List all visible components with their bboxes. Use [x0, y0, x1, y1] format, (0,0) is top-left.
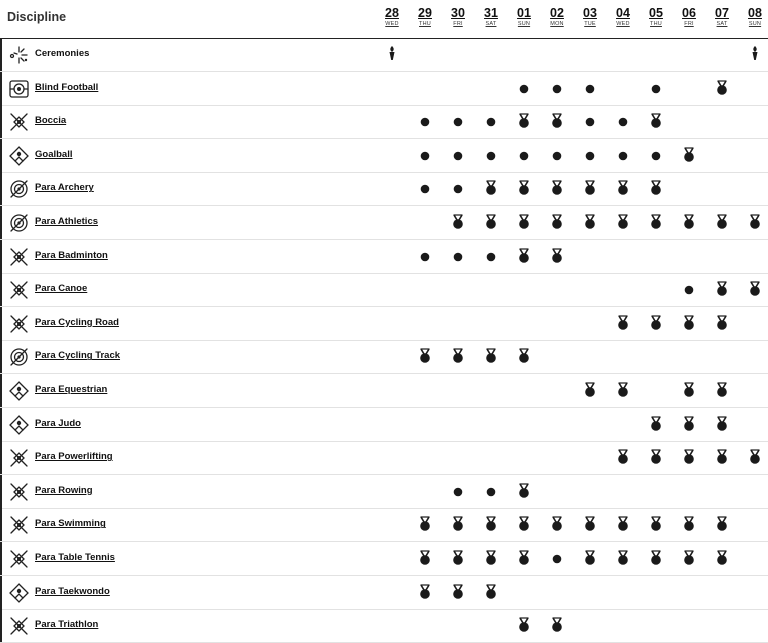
row-accent-bar — [0, 508, 2, 541]
medal-event-icon — [679, 139, 699, 172]
discipline-name[interactable]: Para Triathlon — [35, 619, 99, 631]
medal-event-icon — [679, 408, 699, 441]
day-number: 07 — [715, 6, 729, 20]
day-header-05[interactable] — [644, 6, 668, 28]
day-number: 06 — [682, 6, 696, 20]
medal-event-icon — [415, 340, 435, 373]
row-accent-bar — [0, 240, 2, 273]
day-weekday: WED — [616, 21, 630, 27]
event-day-dot — [481, 475, 501, 508]
day-weekday: SAT — [716, 21, 728, 27]
discipline-name[interactable]: Para Powerlifting — [35, 451, 113, 463]
medal-event-icon — [481, 576, 501, 609]
day-number: 08 — [748, 6, 762, 20]
day-weekday: FRI — [684, 21, 694, 27]
para-swimming-icon — [8, 514, 30, 536]
discipline-row-para-cycling-road — [0, 307, 768, 341]
discipline-name[interactable]: Para Rowing — [35, 484, 93, 496]
medal-event-icon — [646, 307, 666, 340]
discipline-name[interactable]: Blind Football — [35, 81, 99, 93]
medal-event-icon — [712, 408, 732, 441]
discipline-row-blind-football — [0, 72, 768, 106]
discipline-name[interactable]: Para Canoe — [35, 283, 88, 295]
para-powerlifting-icon — [8, 447, 30, 469]
medal-event-icon — [448, 576, 468, 609]
day-header-03[interactable] — [578, 6, 602, 28]
medal-event-icon — [481, 340, 501, 373]
row-accent-bar — [0, 172, 2, 205]
day-weekday: TUE — [584, 21, 596, 27]
row-accent-bar — [0, 206, 2, 239]
discipline-name[interactable]: Boccia — [35, 115, 67, 127]
medal-event-icon — [646, 408, 666, 441]
day-number: 29 — [418, 6, 432, 20]
discipline-row-para-taekwondo — [0, 576, 768, 610]
medal-event-icon — [580, 206, 600, 239]
medal-event-icon — [712, 206, 732, 239]
day-header-07[interactable] — [710, 6, 734, 28]
medal-event-icon — [481, 542, 501, 575]
medal-event-icon — [646, 105, 666, 138]
discipline-name[interactable]: Para Judo — [35, 417, 81, 429]
day-header-04[interactable] — [611, 6, 635, 28]
goalball-icon — [8, 145, 30, 167]
day-header-01[interactable] — [512, 6, 536, 28]
para-equestrian-icon — [8, 380, 30, 402]
row-accent-bar — [0, 340, 2, 373]
medal-event-icon — [646, 508, 666, 541]
row-accent-bar — [0, 475, 2, 508]
para-rowing-icon — [8, 481, 30, 503]
para-archery-icon — [8, 178, 30, 200]
medal-event-icon — [646, 441, 666, 474]
medal-event-icon — [712, 72, 732, 105]
ceremonies-icon — [8, 44, 30, 66]
torch-icon — [745, 38, 765, 71]
row-accent-bar — [0, 374, 2, 407]
day-number: 28 — [385, 6, 399, 20]
event-day-dot — [613, 105, 633, 138]
medal-event-icon — [679, 441, 699, 474]
day-header-06[interactable] — [677, 6, 701, 28]
medal-event-icon — [547, 172, 567, 205]
para-taekwondo-icon — [8, 582, 30, 604]
row-accent-bar — [0, 139, 2, 172]
row-accent-bar — [0, 408, 2, 441]
event-day-dot — [448, 240, 468, 273]
day-weekday: MON — [550, 21, 564, 27]
medal-event-icon — [481, 172, 501, 205]
discipline-name[interactable]: Para Taekwondo — [35, 585, 110, 597]
event-day-dot — [448, 105, 468, 138]
medal-event-icon — [745, 206, 765, 239]
event-day-dot — [481, 240, 501, 273]
medal-event-icon — [580, 508, 600, 541]
medal-event-icon — [613, 542, 633, 575]
medal-event-icon — [415, 576, 435, 609]
medal-event-icon — [514, 240, 534, 273]
event-day-dot — [415, 240, 435, 273]
row-accent-bar — [0, 609, 2, 642]
day-header-29[interactable] — [413, 6, 437, 28]
para-cycling-road-icon — [8, 313, 30, 335]
day-weekday: SUN — [517, 21, 531, 27]
day-header-28[interactable] — [380, 6, 404, 28]
discipline-name: Ceremonies — [35, 48, 90, 59]
event-day-dot — [448, 139, 468, 172]
day-number: 02 — [550, 6, 564, 20]
medal-event-icon — [613, 172, 633, 205]
event-day-dot — [415, 105, 435, 138]
medal-event-icon — [712, 307, 732, 340]
para-athletics-icon — [8, 212, 30, 234]
day-number: 05 — [649, 6, 663, 20]
discipline-name[interactable]: Para Equestrian — [35, 384, 108, 395]
discipline-row-boccia — [0, 105, 768, 139]
day-weekday: THU — [650, 21, 662, 27]
medal-event-icon — [580, 542, 600, 575]
day-header-31[interactable] — [479, 6, 503, 28]
discipline-name[interactable]: Goalball — [35, 148, 73, 160]
medal-event-icon — [415, 542, 435, 575]
medal-event-icon — [514, 206, 534, 239]
medal-event-icon — [514, 508, 534, 541]
day-number: 31 — [484, 6, 498, 20]
discipline-row-para-powerlifting — [0, 441, 768, 475]
event-day-dot — [481, 139, 501, 172]
medal-event-icon — [613, 441, 633, 474]
discipline-name[interactable]: Para Swimming — [35, 518, 106, 530]
event-day-dot — [415, 172, 435, 205]
day-number: 30 — [451, 6, 465, 20]
event-day-dot — [481, 105, 501, 138]
medal-event-icon — [679, 307, 699, 340]
event-day-dot — [580, 105, 600, 138]
medal-event-icon — [514, 172, 534, 205]
medal-event-icon — [514, 609, 534, 642]
day-number: 03 — [583, 6, 597, 20]
day-weekday: THU — [419, 21, 431, 27]
discipline-row-para-triathlon — [0, 609, 768, 643]
medal-event-icon — [613, 508, 633, 541]
event-day-dot — [580, 72, 600, 105]
row-accent-bar — [0, 307, 2, 340]
medal-event-icon — [580, 374, 600, 407]
medal-event-icon — [613, 307, 633, 340]
discipline-row-para-athletics — [0, 206, 768, 240]
discipline-column-header: Discipline — [7, 10, 67, 24]
discipline-name[interactable]: Para Cycling Track — [35, 350, 121, 362]
discipline-row-para-equestrian — [0, 374, 768, 408]
day-weekday: WED — [385, 21, 399, 27]
medal-event-icon — [547, 206, 567, 239]
medal-event-icon — [646, 542, 666, 575]
row-accent-bar — [0, 72, 2, 105]
discipline-name[interactable]: Para Archery — [35, 182, 94, 194]
event-day-dot — [646, 139, 666, 172]
discipline-row-para-swimming — [0, 508, 768, 542]
medal-event-icon — [712, 273, 732, 306]
medal-event-icon — [448, 340, 468, 373]
medal-event-icon — [415, 508, 435, 541]
medal-event-icon — [481, 206, 501, 239]
medal-event-icon — [712, 508, 732, 541]
discipline-row-para-rowing — [0, 475, 768, 509]
discipline-row-ceremonies — [0, 38, 768, 72]
medal-event-icon — [745, 441, 765, 474]
para-cycling-track-icon — [8, 346, 30, 368]
torch-icon — [382, 38, 402, 71]
event-day-dot — [679, 273, 699, 306]
para-judo-icon — [8, 414, 30, 436]
medal-event-icon — [712, 542, 732, 575]
event-day-dot — [547, 542, 567, 575]
medal-event-icon — [448, 206, 468, 239]
row-accent-bar — [0, 576, 2, 609]
discipline-name[interactable]: Para Table Tennis — [35, 552, 115, 563]
medal-event-icon — [679, 508, 699, 541]
discipline-row-para-badminton — [0, 240, 768, 274]
event-day-dot — [448, 172, 468, 205]
row-accent-bar — [0, 38, 2, 71]
medal-event-icon — [547, 508, 567, 541]
row-accent-bar — [0, 273, 2, 306]
medal-event-icon — [448, 542, 468, 575]
medal-event-icon — [547, 240, 567, 273]
medal-event-icon — [481, 508, 501, 541]
schedule-header — [0, 0, 768, 39]
medal-event-icon — [514, 475, 534, 508]
medal-event-icon — [712, 441, 732, 474]
discipline-name[interactable]: Para Athletics — [35, 216, 99, 227]
blind-football-icon — [8, 78, 30, 100]
medal-event-icon — [613, 206, 633, 239]
discipline-row-para-archery — [0, 172, 768, 206]
medal-event-icon — [514, 542, 534, 575]
day-weekday: SAT — [485, 21, 497, 27]
event-day-dot — [448, 475, 468, 508]
day-header-08[interactable] — [743, 6, 767, 28]
discipline-name[interactable]: Para Cycling Road — [35, 316, 119, 328]
event-day-dot — [547, 139, 567, 172]
row-accent-bar — [0, 441, 2, 474]
day-number: 04 — [616, 6, 630, 20]
medal-event-icon — [679, 206, 699, 239]
medal-event-icon — [448, 508, 468, 541]
para-table-tennis-icon — [8, 548, 30, 570]
day-header-02[interactable] — [545, 6, 569, 28]
para-canoe-icon — [8, 279, 30, 301]
event-day-dot — [415, 139, 435, 172]
medal-event-icon — [745, 273, 765, 306]
medal-event-icon — [679, 542, 699, 575]
discipline-row-para-judo — [0, 408, 768, 442]
boccia-icon — [8, 111, 30, 133]
row-accent-bar — [0, 105, 2, 138]
event-day-dot — [613, 139, 633, 172]
discipline-row-para-canoe — [0, 273, 768, 307]
event-day-dot — [547, 72, 567, 105]
para-triathlon-icon — [8, 615, 30, 637]
discipline-row-goalball — [0, 139, 768, 173]
discipline-name[interactable]: Para Badminton — [35, 249, 108, 261]
medal-event-icon — [514, 105, 534, 138]
event-day-dot — [580, 139, 600, 172]
day-weekday: SUN — [748, 21, 762, 27]
medal-event-icon — [547, 609, 567, 642]
event-day-dot — [646, 72, 666, 105]
medal-event-icon — [712, 374, 732, 407]
event-day-dot — [514, 139, 534, 172]
discipline-row-para-cycling-track — [0, 340, 768, 374]
event-day-dot — [514, 72, 534, 105]
medal-event-icon — [613, 374, 633, 407]
medal-event-icon — [646, 172, 666, 205]
day-number: 01 — [517, 6, 531, 20]
medal-event-icon — [514, 340, 534, 373]
medal-event-icon — [646, 206, 666, 239]
day-header-30[interactable] — [446, 6, 470, 28]
para-badminton-icon — [8, 246, 30, 268]
medal-event-icon — [580, 172, 600, 205]
medal-event-icon — [547, 105, 567, 138]
discipline-row-para-table-tennis — [0, 542, 768, 576]
row-accent-bar — [0, 542, 2, 575]
day-weekday: FRI — [453, 21, 463, 27]
medal-event-icon — [679, 374, 699, 407]
